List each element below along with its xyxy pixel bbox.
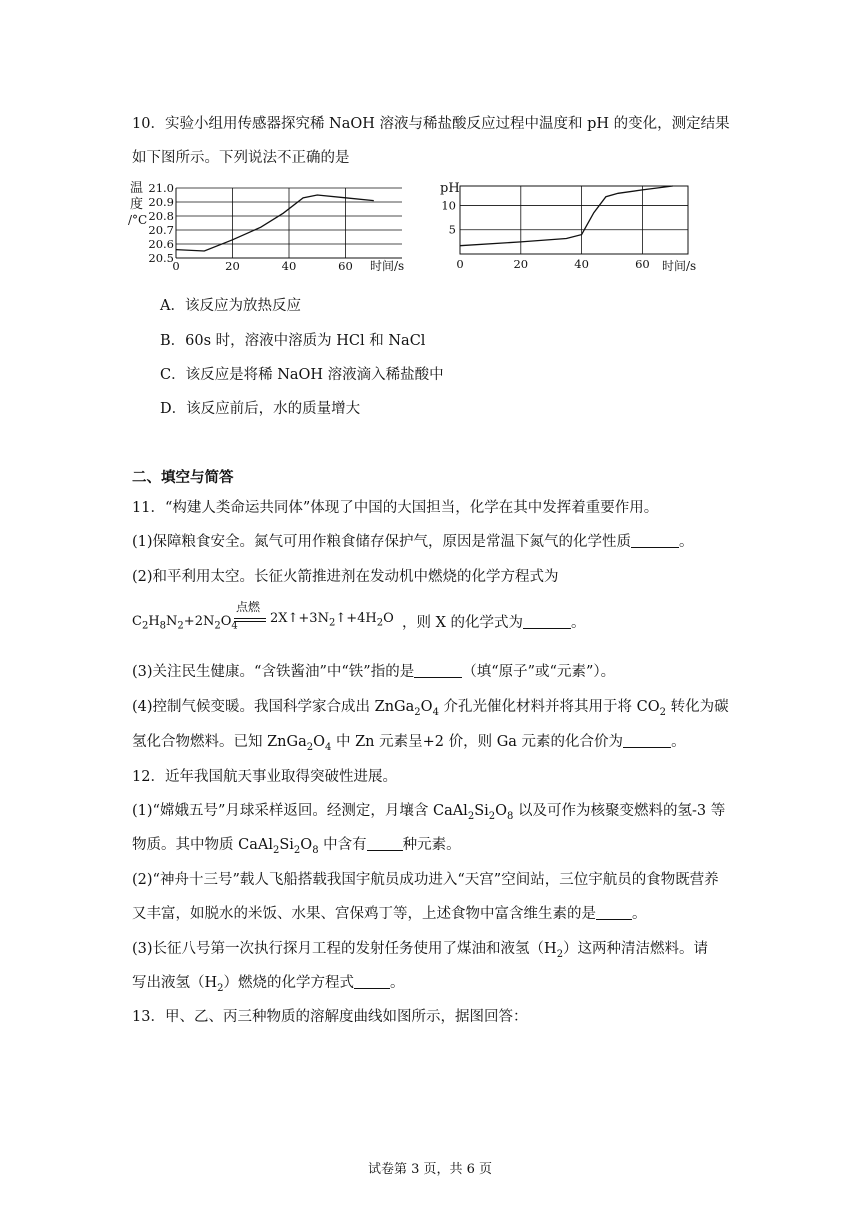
temperature-y-label-2: 度	[130, 197, 144, 212]
temperature-y-tick-label: 20.5	[148, 251, 174, 265]
temperature-x-tick-label: 40	[281, 259, 297, 273]
temperature-y-label-3: /°C	[128, 213, 148, 227]
q11-part1: (1)保障粮食安全。氮气可用作粮食储存保护气，原因是常温下氮气的化学性质 。	[132, 534, 694, 550]
q12-part2-line2: 又丰富，如脱水的米饭、水果、宫保鸡丁等，上述食物中富含维生素的是 。	[132, 906, 647, 922]
q12-part1-line1: (1)“嫦娥五号”月球采样返回。经测定，月壤含 $CaAl_2Si_2O_8$ 以及可作为核聚变燃料的氢-3 等	[132, 803, 726, 822]
q11-stem: 11．“构建人类命运共同体”体现了中国的大国担当，化学在其中发挥着重要作用。	[132, 500, 659, 516]
q10-option-c[interactable]: C．该反应是将稀 NaOH 溶液滴入稀盐酸中	[160, 367, 444, 383]
q12-part2-line1: (2)“神舟十三号”载人飞船搭载我国宇航员成功进入“天宫”空间站，三位宇航员的食物既营养	[132, 872, 719, 888]
temperature-chart	[124, 178, 424, 278]
section2-title: 二、填空与简答	[132, 469, 234, 486]
ph-chart-y-ticks	[441, 198, 456, 236]
q10-option-b[interactable]: B．60s 时，溶液中溶质为 HCl 和 NaCl	[160, 333, 426, 349]
q11-part1-blank[interactable]	[631, 533, 679, 548]
ph-y-tick-label: 10	[441, 198, 456, 213]
ph-chart	[430, 176, 730, 278]
q12-part3-line1: (3)长征八号第一次执行探月工程的发射任务使用了煤油和液氢$(H_2)$这两种清洁燃料。请	[132, 941, 709, 960]
temperature-chart-grid	[176, 188, 402, 258]
q11-part3: (3)关注民生健康。“含铁酱油”中“铁”指的是 （填“原子”或“元素”）。	[132, 664, 616, 680]
equation-products: $2X↑+3N_2↑+4H_2O$	[270, 611, 394, 629]
q12-part2-blank[interactable]	[596, 905, 632, 920]
q11-part4-line2: 氢化合物燃料。已知 $ZnGa_2O_4$ 中 Zn 元素呈+2 价，则 Ga 元素的化合价为 。	[132, 734, 686, 753]
ph-series-line	[460, 186, 673, 246]
q11-part4-blank[interactable]	[623, 733, 671, 748]
q11-part2: (2)和平利用太空。长征火箭推进剂在发动机中燃烧的化学方程式为	[132, 569, 559, 585]
temperature-y-tick-label: 20.6	[148, 237, 174, 251]
q11-part4-line1: (4)控制气候变暖。我国科学家合成出 $ZnGa_2O_4$ 介孔光催化材料并将其用于将 $CO_2$ 转化为碳	[132, 699, 729, 718]
q11-part2-blank[interactable]	[523, 614, 571, 629]
ph-chart-x-ticks	[456, 257, 649, 271]
q12-part3-blank[interactable]	[354, 974, 390, 989]
ph-y-label: pH	[440, 181, 460, 196]
q10-option-d[interactable]: D．该反应前后，水的质量增大	[160, 401, 361, 417]
temperature-y-tick-label: 20.9	[148, 195, 174, 209]
q10-stem-line1: 10．实验小组用传感器探究稀 NaOH 溶液与稀盐酸反应过程中温度和 pH 的变化，测定结果	[132, 116, 730, 132]
ph-x-tick-label: 20	[513, 257, 529, 271]
ph-x-label: 时间/s	[662, 259, 697, 273]
ph-y-tick-label: 5	[448, 222, 456, 237]
temperature-x-tick-label: 60	[338, 259, 353, 273]
q12-part1-line2: 物质。其中物质 $CaAl_2Si_2O_8$ 中含有 种元素。	[132, 837, 461, 856]
q11-equation	[132, 598, 692, 638]
temperature-series-line	[176, 195, 374, 251]
temperature-x-label: 时间/s	[370, 259, 405, 273]
ph-x-tick-label: 40	[574, 257, 589, 271]
q12-part3-line2: 写出液氢$(H_2)$燃烧的化学方程式 。	[132, 975, 405, 994]
q13-stem: 13．甲、乙、丙三种物质的溶解度曲线如图所示，据图回答：	[132, 1009, 528, 1025]
equation-condition: 点燃	[236, 600, 261, 614]
page-footer: 试卷第 3 页，共 6 页	[367, 1162, 493, 1177]
temperature-y-label-1: 温	[130, 181, 144, 196]
q11-part3-blank[interactable]	[414, 663, 462, 678]
temperature-y-tick-label: 20.8	[148, 209, 174, 223]
q10-option-a[interactable]: A．该反应为放热反应	[160, 298, 301, 314]
equation-tail: ，则 X 的化学式为 。	[402, 615, 586, 631]
equation-reactants: $C_2H_8N_2+2N_2O_4$	[132, 614, 238, 632]
q10-stem-line2: 如下图所示。下列说法不正确的是	[132, 150, 350, 166]
temperature-y-tick-label: 21.0	[148, 181, 174, 195]
ph-x-tick-label: 0	[456, 257, 464, 271]
temperature-y-tick-label: 20.7	[148, 223, 174, 237]
temperature-chart-x-ticks	[172, 259, 352, 273]
q11-part1-text: (1)保障粮食安全。氮气可用作粮食储存保护气，原因是常温下氮气的化学性质	[132, 534, 632, 550]
temperature-chart-y-ticks	[148, 181, 174, 265]
temperature-x-tick-label: 20	[225, 259, 240, 273]
q12-part1-blank[interactable]	[367, 836, 403, 851]
temperature-x-tick-label: 0	[172, 259, 180, 273]
ph-x-tick-label: 60	[635, 257, 650, 271]
equation-arrow	[234, 618, 266, 622]
q12-stem: 12．近年我国航天事业取得突破性进展。	[132, 769, 397, 785]
